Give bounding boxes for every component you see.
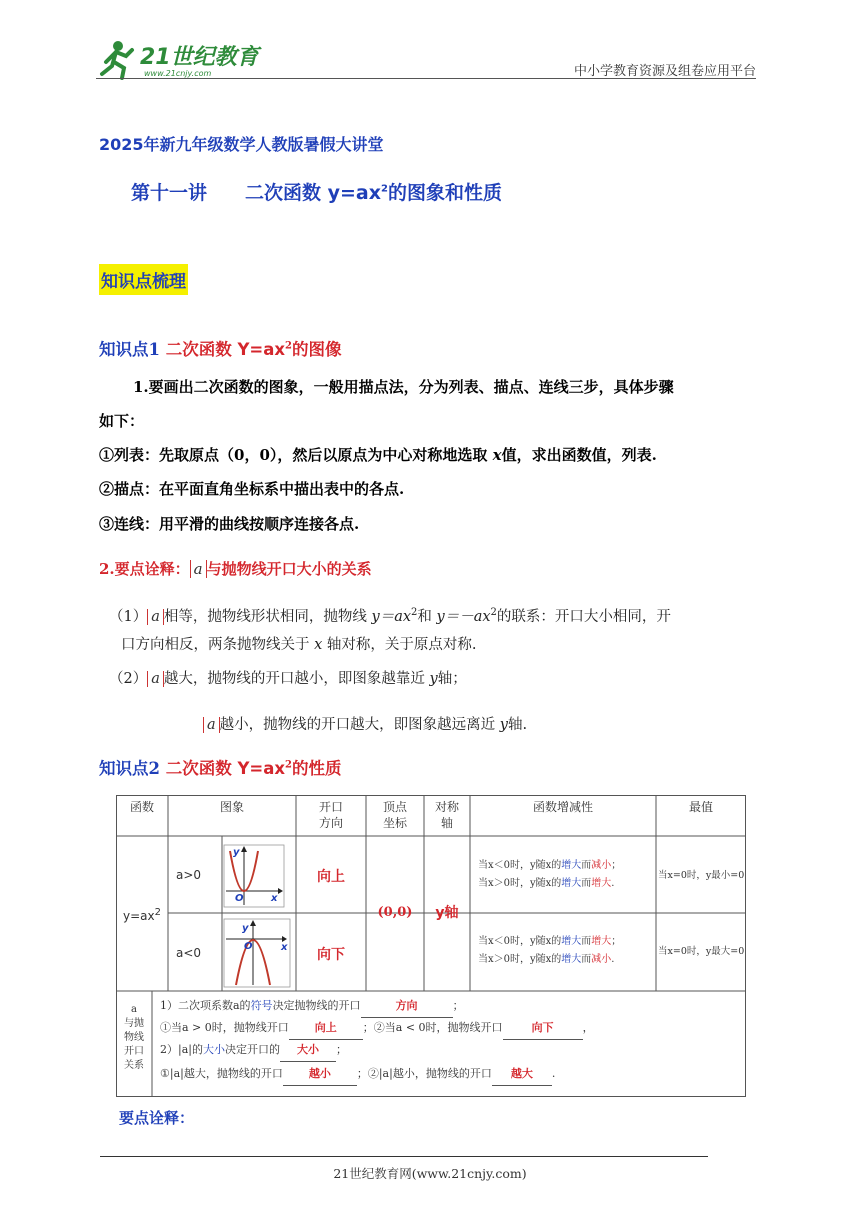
note-heading — [99, 558, 372, 579]
n1-f2-exp: 2 — [490, 607, 497, 619]
mono-pos2-c: 而 — [581, 878, 592, 889]
func-exp: 2 — [154, 907, 161, 918]
n2-tail: 轴； — [437, 671, 467, 687]
note-3 — [203, 713, 527, 734]
mono-neg1-d: 增大 — [591, 936, 612, 947]
kp2-heading — [99, 755, 342, 779]
n1-and: 和 — [417, 609, 432, 625]
cond-negative: a<0 — [176, 946, 202, 960]
header-function: 函数 — [129, 800, 154, 814]
header-vertex: 顶点 坐标 — [382, 800, 407, 830]
graph-down-origin-label: O — [244, 941, 253, 952]
rel4-a: ①|a|越大，抛物线的开口 — [160, 1067, 283, 1080]
lecture-title-prefix: 二次函数 y=ax — [245, 182, 382, 204]
rel1-c: 决定抛物线的开口 — [272, 999, 361, 1012]
mono-neg2-e: . — [611, 954, 615, 965]
header-divider — [96, 78, 756, 79]
n1-pre: （1） — [109, 609, 148, 625]
n3-post: 越小，抛物线的开口越大，即图象越远离近 — [219, 717, 496, 733]
platform-name: 中小学教育资源及组卷应用平台 — [573, 64, 756, 79]
n1b-tail: 轴对称，关于原点对称. — [326, 637, 477, 653]
note-head-post: 与抛物线开口大小的关系 — [206, 560, 372, 578]
relation-row-1 — [160, 995, 464, 1018]
rel1-b: 符号 — [250, 999, 273, 1012]
step1-post: 值，求出函数值，列表. — [501, 446, 657, 464]
rel2-fill2: 向下 — [503, 1017, 583, 1040]
graph-up-x-label: x — [271, 893, 278, 904]
footer-divider — [100, 1156, 708, 1157]
extreme-neg: 当x=0时，y最大=0 — [658, 946, 745, 957]
header-graph: 图象 — [219, 800, 244, 814]
func-prefix: y=ax — [123, 909, 155, 923]
header-monotonicity: 函数增减性 — [532, 800, 593, 814]
note-1 — [109, 605, 671, 626]
mono-pos1-c: 而 — [581, 860, 592, 871]
kp1-line1b: 如下： — [99, 412, 145, 430]
rel4-c: . — [551, 1067, 556, 1080]
axis-value: y轴 — [435, 905, 459, 921]
rel3-fill: 大小 — [280, 1039, 336, 1062]
dir-up: 向上 — [317, 869, 345, 885]
rel3-a: 2）|a|的 — [160, 1043, 203, 1056]
note-head-pre: 2.要点诠释： — [99, 560, 190, 578]
rel2-b: ；②当a < 0时，抛物线开口 — [362, 1021, 503, 1034]
rel3-b: 大小 — [202, 1043, 225, 1056]
logo-text: 21世纪教育 — [140, 45, 259, 70]
note-2 — [109, 667, 467, 688]
abs-a-symbol: a — [203, 717, 220, 733]
mono-neg1-b: 增大 — [561, 936, 582, 947]
header-axis: 对称 轴 — [434, 800, 459, 830]
kp1-exp: 2 — [285, 340, 292, 352]
n1-f1: y＝ax — [371, 609, 412, 625]
relation-label: a 与抛 物线 开口 关系 — [124, 1004, 144, 1071]
lecture-number: 第十一讲 — [131, 182, 208, 204]
header-extremum: 最值 — [688, 800, 713, 814]
n2-post: 越大，抛物线的开口越小，即图象越靠近 — [163, 671, 425, 687]
n1-tail: 的联系：开口大小相同，开 — [496, 609, 671, 625]
step1-x: x — [492, 446, 502, 464]
abs-a-symbol: a — [190, 560, 207, 578]
mono-pos — [478, 857, 621, 893]
kp2-label: 知识点2 — [99, 759, 160, 778]
relation-row-2 — [160, 1017, 594, 1040]
extreme-pos: 当x=0时，y最小=0 — [658, 870, 745, 881]
n2-pre: （2） — [109, 671, 148, 687]
step1-pre: ①列表：先取原点（0，0），然后以原点为中心对称地选取 — [99, 446, 488, 464]
mono-pos2-d: 增大 — [591, 878, 612, 889]
cond-positive: a>0 — [176, 868, 202, 882]
mono-neg2-b: 增大 — [561, 954, 582, 965]
mono-pos2-b: 增大 — [561, 878, 582, 889]
n1-f1-exp: 2 — [411, 607, 418, 619]
course-title: 2025年新九年级数学人教版暑假大讲堂 — [99, 135, 384, 154]
footer-text: 21世纪教育网(www.21cnjy.com) — [333, 1166, 527, 1181]
logo-url: www.21cnjy.com — [144, 69, 212, 78]
mono-pos2-e: . — [611, 878, 615, 889]
rel1-d: ； — [452, 999, 464, 1012]
runner-logo-icon — [96, 38, 266, 80]
rel4-fill2: 越大 — [492, 1063, 552, 1086]
rel3-d: ； — [335, 1043, 347, 1056]
note-1-cont — [121, 633, 477, 654]
lecture-title-suffix: 的图象和性质 — [387, 182, 502, 204]
kp1-title-suffix: 的图像 — [292, 340, 342, 359]
kp2-title-prefix: 二次函数 Y=ax — [165, 759, 286, 778]
rel1-fill: 方向 — [361, 995, 453, 1018]
kp1-step3: ③连线：用平滑的曲线按顺序连接各点. — [99, 515, 360, 533]
mono-neg2-a: 当x＞0时，y随x的 — [478, 954, 562, 965]
graph-down-y-label: y — [242, 923, 249, 934]
n2-y: y — [429, 671, 438, 687]
n1b-x: x — [314, 637, 323, 653]
rel3-c: 决定开口的 — [224, 1043, 280, 1056]
mono-neg1-c: 而 — [581, 936, 592, 947]
mono-pos1-b: 增大 — [561, 860, 582, 871]
graph-up-y-label: y — [233, 847, 240, 858]
mono-neg2-c: 而 — [581, 954, 592, 965]
relation-row-3 — [160, 1039, 347, 1062]
header-opening: 开口 方向 — [318, 800, 343, 830]
function-cell — [116, 905, 168, 924]
n1-f2: y＝－ax — [436, 609, 491, 625]
lecture-title — [131, 178, 502, 205]
graph-up-origin-label: O — [235, 893, 244, 904]
section-heading: 知识点梳理 — [99, 264, 188, 295]
kp1-heading — [99, 336, 342, 360]
mono-neg1-e: ； — [611, 936, 622, 947]
kp1-line1: 1.要画出二次函数的图象，一般用描点法，分为列表、描点、连线三步，具体步骤 — [133, 378, 674, 396]
rel4-b: ；②|a|越小，抛物线的开口 — [356, 1067, 492, 1080]
abs-a-symbol: a — [147, 671, 164, 687]
rel2-c: ， — [582, 1021, 594, 1034]
kp1-title-prefix: 二次函数 Y=ax — [165, 340, 286, 359]
mono-pos1-e: ； — [611, 860, 622, 871]
key-points-label: 要点诠释： — [119, 1109, 195, 1127]
site-logo — [96, 38, 266, 80]
n3-tail: 轴. — [507, 717, 528, 733]
relation-row-4 — [160, 1063, 555, 1086]
kp1-label: 知识点1 — [99, 340, 160, 359]
abs-a-symbol: a — [147, 609, 164, 625]
vertex-value: (0,0) — [377, 905, 413, 920]
mono-pos1-d: 减小 — [591, 860, 612, 871]
graph-down-x-label: x — [281, 942, 288, 953]
n1b-text: 口方向相反，两条抛物线关于 — [121, 637, 310, 653]
rel4-fill: 越小 — [283, 1063, 357, 1086]
mono-pos2-a: 当x＞0时，y随x的 — [478, 878, 562, 889]
mono-pos1-a: 当x＜0时，y随x的 — [478, 860, 562, 871]
kp1-step1 — [99, 444, 657, 465]
lecture-title-exp: 2 — [381, 183, 388, 195]
dir-down: 向下 — [317, 947, 345, 963]
mono-neg — [478, 933, 621, 969]
n1-post: 相等，抛物线形状相同，抛物线 — [163, 609, 367, 625]
rel2-a: ①当a > 0时，抛物线开口 — [160, 1021, 289, 1034]
n3-y: y — [499, 717, 508, 733]
mono-neg1-a: 当x＜0时，y随x的 — [478, 936, 562, 947]
kp2-exp: 2 — [285, 759, 292, 771]
rel1-a: 1）二次项系数a的 — [160, 999, 251, 1012]
kp1-step2: ②描点：在平面直角坐标系中描出表中的各点. — [99, 480, 405, 498]
properties-table — [116, 795, 746, 1097]
kp2-title-suffix: 的性质 — [292, 759, 342, 778]
mono-neg2-d: 减小 — [591, 954, 612, 965]
rel2-fill: 向上 — [289, 1017, 363, 1040]
